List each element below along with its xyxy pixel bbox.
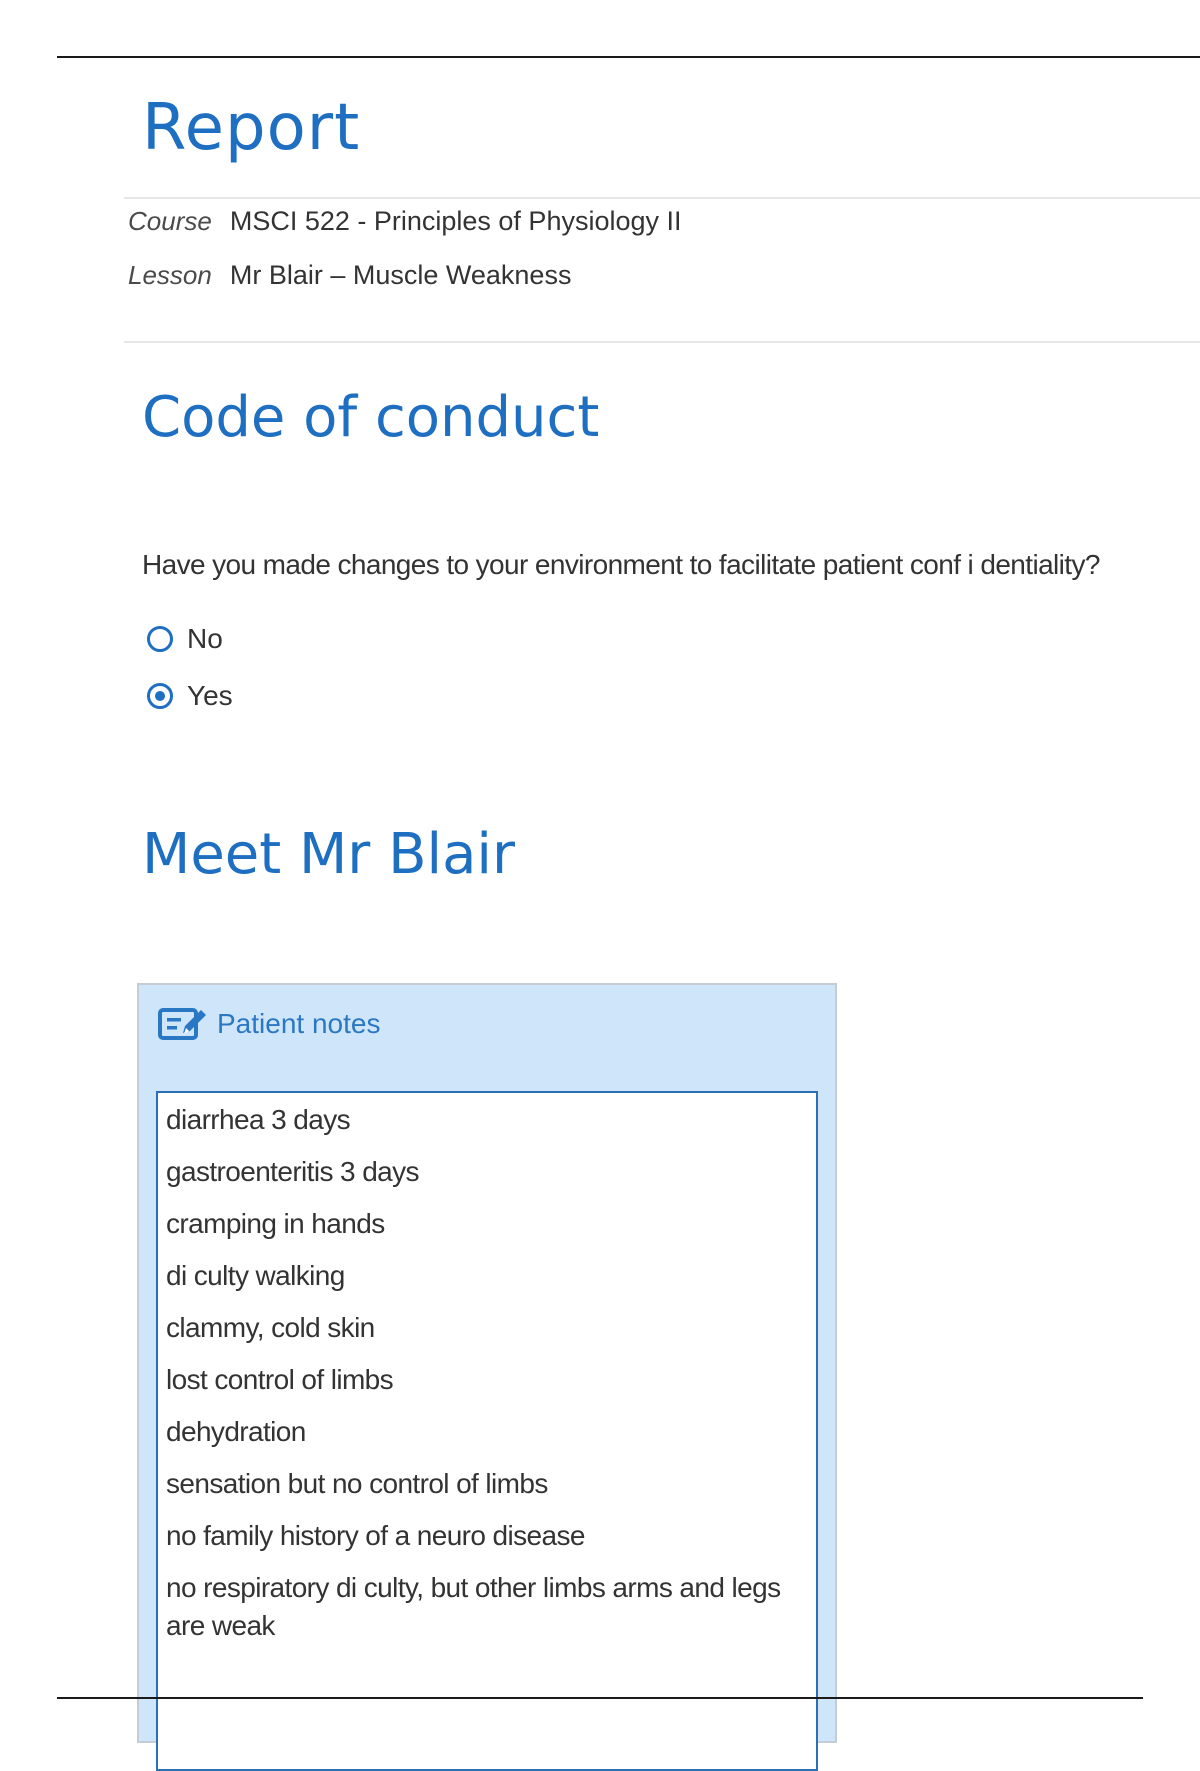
list-item: lost control of limbs: [166, 1364, 394, 1395]
info-divider-top: [124, 197, 1200, 199]
patient-notes-title: Patient notes: [217, 1008, 381, 1039]
radio-option-yes[interactable]: [147, 680, 233, 712]
course-row: [128, 206, 682, 237]
list-item: di culty walking: [166, 1260, 345, 1291]
patient-notes-panel: [137, 983, 837, 1743]
meet-mr-blair-heading: Meet Mr Blair: [142, 822, 515, 887]
list-item: gastroenteritis 3 days: [166, 1156, 419, 1187]
patient-notes-header: [157, 1005, 380, 1043]
lesson-value: Mr Blair – Muscle Weakness: [229, 260, 572, 290]
lesson-label: Lesson: [128, 260, 212, 290]
radio-label-no: No: [187, 623, 223, 654]
course-label: Course: [128, 206, 212, 236]
bottom-rule: [57, 1697, 1143, 1699]
list-item: no respiratory di culty, but other limbs arms and legs are weak: [166, 1572, 781, 1641]
list-item: clammy, cold skin: [166, 1312, 375, 1343]
radio-button-yes[interactable]: [147, 683, 173, 709]
radio-button-no[interactable]: [147, 626, 173, 652]
patient-notes-textarea[interactable]: [156, 1091, 818, 1771]
list-item: dehydration: [166, 1416, 306, 1447]
list-item: sensation but no control of limbs: [166, 1468, 548, 1499]
course-value: MSCI 522 - Principles of Physiology II: [229, 206, 682, 236]
patient-notes-list: [166, 1101, 808, 1645]
confidentiality-question: Have you made changes to your environment to facilitate patient conf i dentiality?: [142, 549, 1100, 580]
list-item: diarrhea 3 days: [166, 1104, 351, 1135]
radio-option-no[interactable]: [147, 623, 223, 655]
list-item: cramping in hands: [166, 1208, 385, 1239]
top-rule: [57, 56, 1200, 58]
info-divider-bottom: [124, 341, 1200, 343]
radio-label-yes: Yes: [187, 680, 233, 711]
list-item: no family history of a neuro disease: [166, 1520, 585, 1551]
lesson-row: [128, 260, 571, 291]
report-title: Report: [142, 91, 361, 165]
code-of-conduct-heading: Code of conduct: [142, 385, 600, 450]
edit-notes-icon: [157, 1005, 207, 1043]
